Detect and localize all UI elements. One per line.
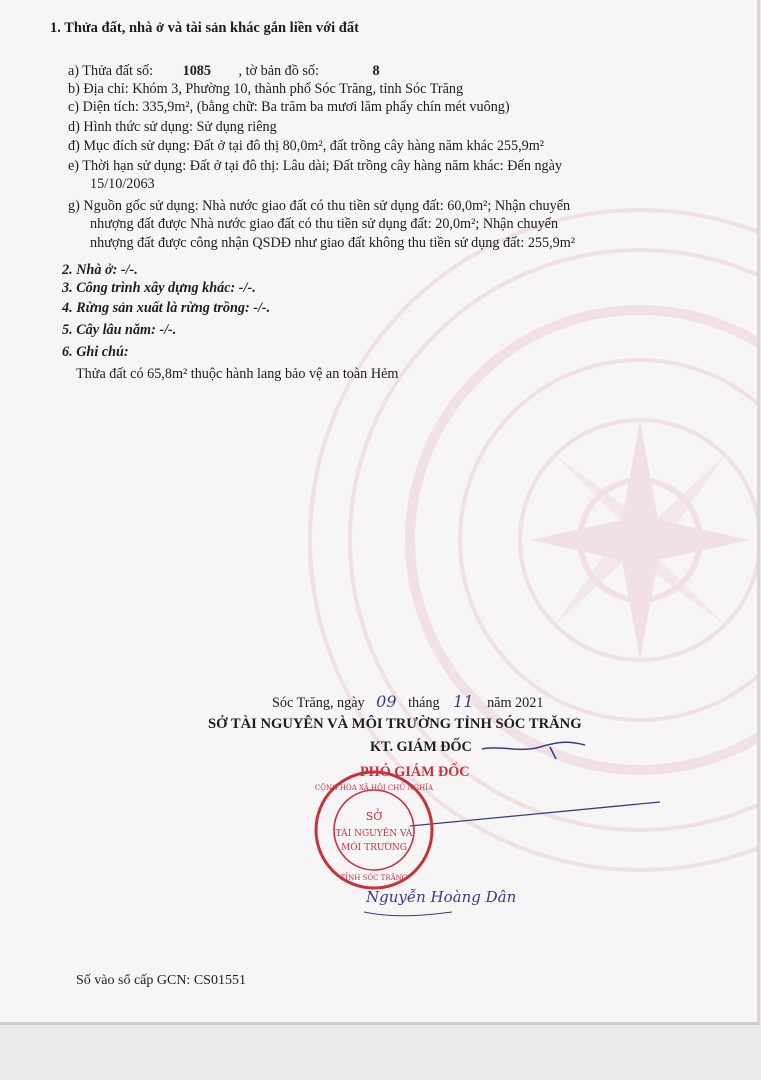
svg-text:Nguyễn Hoàng Dân: Nguyễn Hoàng Dân — [366, 888, 517, 906]
origin-line-2: nhượng đất được Nhà nước giao đất có thu tiền sử dụng đất: 20,0m²; Nhận chuyển — [90, 216, 559, 232]
section-6-notes-heading: 6. Ghi chú: — [62, 344, 129, 360]
signing-place: Sóc Trăng, ngày — [272, 695, 365, 711]
deputy-director-title: PHÓ GIÁM ĐỐC — [360, 764, 470, 780]
signing-month-label: tháng — [408, 695, 440, 711]
parcel-number: 1085 — [182, 63, 211, 79]
notes-text: Thửa đất có 65,8m² thuộc hành lang bảo vệ an toàn Hẻm — [76, 366, 399, 382]
on-behalf-of-director: KT. GIÁM ĐỐC — [370, 739, 472, 755]
parcel-line — [68, 63, 380, 80]
section-4-forest: 4. Rừng sản xuất là rừng trồng: -/-. — [62, 300, 271, 316]
usage-term-line: e) Thời hạn sử dụng: Đất ở tại đô thị: Lâu dài; Đất trồng cây hàng năm khác: Đến ngày — [68, 158, 563, 174]
usage-purpose-line: đ) Mục đích sử dụng: Đất ở tại đô thị 80,0m², đất trồng cây hàng năm khác 255,9m² — [68, 138, 545, 154]
signing-date-line — [272, 693, 543, 712]
signing-year: năm 2021 — [487, 695, 544, 711]
issuing-agency: SỞ TÀI NGUYÊN VÀ MÔI TRƯỜNG TỈNH SÓC TRĂNG — [208, 716, 582, 732]
svg-text:MÔI TRƯỜNG: MÔI TRƯỜNG — [341, 843, 407, 853]
signing-month: 11 — [453, 692, 474, 711]
section-1-heading: 1. Thửa đất, nhà ở và tài sản khác gắn liền với đất — [50, 20, 359, 36]
section-2-house: 2. Nhà ở: -/-. — [62, 262, 138, 278]
address-line: b) Địa chỉ: Khóm 3, Phường 10, thành phố Sóc Trăng, tỉnh Sóc Trăng — [68, 81, 464, 97]
svg-text:TÀI NGUYÊN VÀ: TÀI NGUYÊN VÀ — [335, 829, 413, 839]
section-3-other-works: 3. Công trình xây dựng khác: -/-. — [62, 280, 256, 296]
svg-text:TỈNH SÓC TRĂNG: TỈNH SÓC TRĂNG — [340, 874, 408, 882]
handwritten-mark — [480, 735, 590, 761]
origin-line-1: g) Nguồn gốc sử dụng: Nhà nước giao đất có thu tiền sử dụng đất: 60,0m²; Nhận chuyển — [68, 198, 571, 214]
map-sheet-label: , tờ bản đồ số: — [238, 63, 319, 79]
signing-day: 09 — [376, 692, 397, 711]
section-5-perennial-trees: 5. Cây lâu năm: -/-. — [62, 322, 177, 338]
svg-text:CỘNG HÒA XÃ HỘI CHỦ NGHĨA: CỘNG HÒA XÃ HỘI CHỦ NGHĨA — [314, 784, 434, 792]
handwritten-signature — [362, 872, 532, 928]
parcel-label: a) Thửa đất số: — [68, 63, 154, 79]
map-sheet-number: 8 — [372, 63, 380, 79]
svg-text:SỞ: SỞ — [365, 810, 383, 823]
signature-stroke — [410, 792, 680, 832]
area-line: c) Diện tích: 335,9m², (bằng chữ: Ba trăm ba mươi lăm phẩy chín mét vuông) — [68, 99, 510, 115]
registry-number: Số vào sổ cấp GCN: CS01551 — [76, 973, 246, 988]
origin-line-3: nhượng đất được công nhận QSDĐ như giao đất không thu tiền sử dụng đất: 255,9m² — [90, 235, 576, 251]
usage-form-line: d) Hình thức sử dụng: Sử dụng riêng — [68, 119, 277, 135]
usage-term-date: 15/10/2063 — [90, 176, 155, 192]
